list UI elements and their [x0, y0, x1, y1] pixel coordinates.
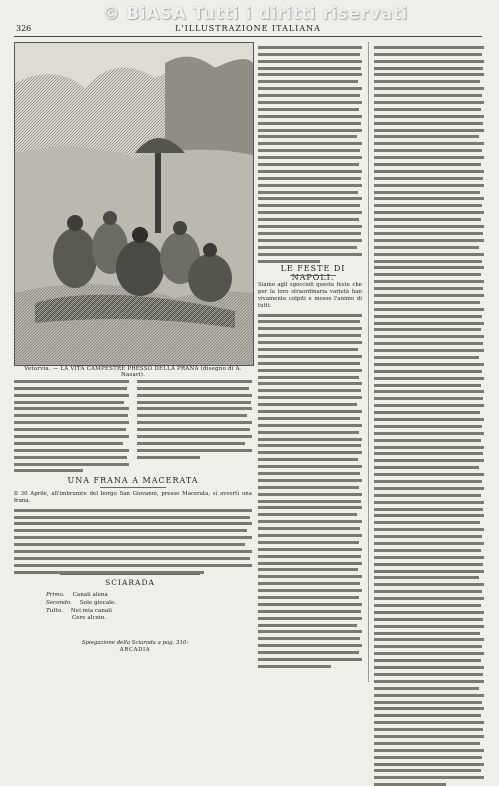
sciarada-rule [60, 574, 200, 575]
sciarada-row: Secondo. Sole giocale. [46, 599, 117, 606]
heading-rule [290, 275, 336, 276]
sciarada-row: Cere alcein. [72, 615, 107, 622]
engraving-drawing [15, 43, 253, 365]
text-column-left-a [14, 376, 129, 472]
figure-caption: Vetorvia. — LA VITA CAMPESTRE PRESSO DELLA PRANA (disegno di A. Nasari). [24, 366, 242, 378]
feste-article [258, 282, 362, 668]
feste-opening: Siamo agli sgoccioli queste feste che per la loro straordinaria varietà han vivamente colpiti e mosso l'animo di tutti. [258, 282, 362, 309]
heading-rule [100, 487, 166, 488]
text-column-left-b [137, 376, 252, 459]
frana-opening: Il 30 Aprile, all'imbrunire del borgo San Giovanni, presso Macerata, si avvertì una frana. [14, 491, 252, 504]
page-header [14, 24, 482, 37]
column-divider [368, 42, 369, 682]
engraving-illustration [14, 42, 254, 366]
sciarada-title: SCIARADA [105, 578, 155, 587]
sciarada-answer: ARCADIA [119, 647, 151, 653]
frana-article [14, 491, 252, 574]
sciarada-row: Primo. Canali alena [46, 592, 108, 598]
copyright-watermark: © BiASA Tutti i diritti riservati [102, 4, 408, 24]
publication-title: L'ILLUSTRAZIONE ITALIANA [175, 24, 321, 33]
page-number: 326 [16, 24, 32, 33]
frana-heading: UNA FRANA A MACERATA [67, 476, 199, 485]
feste-heading: LE FESTE DI NAPOLI. [280, 264, 346, 282]
sciarada-verses [46, 592, 116, 623]
sciarada-note: Spiegazione della Sciarada a pag. 310: [81, 640, 189, 646]
text-column-middle-top [258, 42, 362, 263]
text-column-right [374, 42, 484, 786]
sciarada-row: Tutto. Nei mia canali [46, 607, 112, 614]
